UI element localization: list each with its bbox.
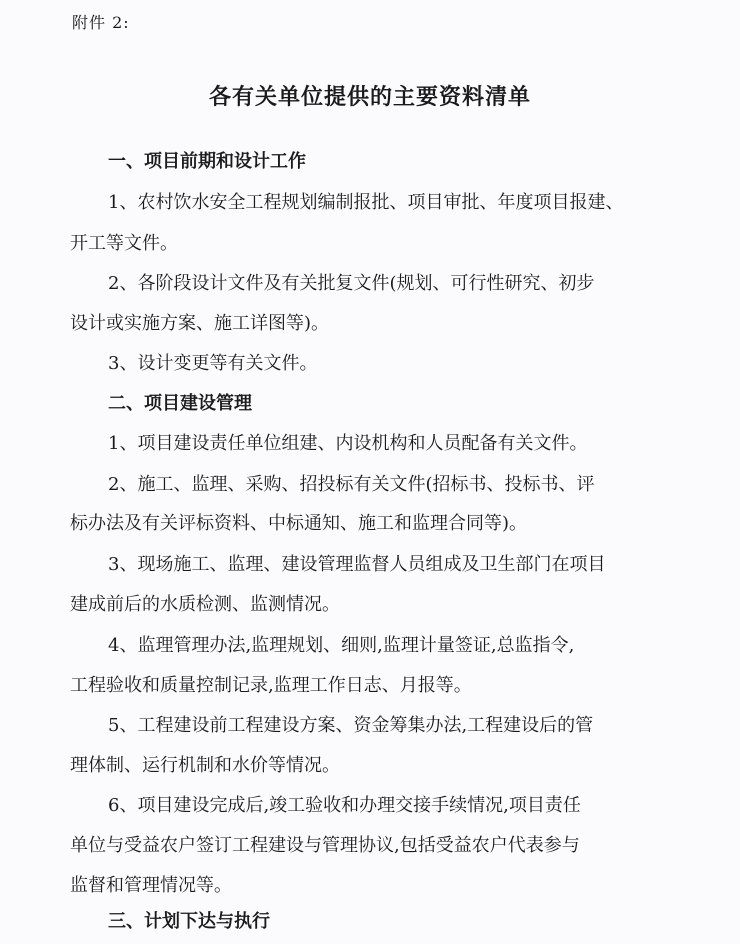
section-heading-1: 一、项目前期和设计工作 <box>108 151 306 172</box>
paragraph-line: 3、设计变更等有关文件。 <box>108 353 318 374</box>
section-heading-3: 三、计划下达与执行 <box>108 911 270 932</box>
paragraph-line: 单位与受益农户签订工程建设与管理协议,包括受益农户代表参与 <box>70 835 580 856</box>
page-title: 各有关单位提供的主要资料清单 <box>208 85 531 110</box>
paragraph-line: 5、工程建设前工程建设方案、资金筹集办法,工程建设后的管 <box>108 715 594 736</box>
paragraph-line: 1、项目建设责任单位组建、内设机构和人员配备有关文件。 <box>108 433 588 454</box>
paragraph-line: 理体制、运行机制和水价等情况。 <box>70 755 340 776</box>
paragraph-line: 1、农村饮水安全工程规划编制报批、项目审批、年度项目报建、 <box>108 192 624 213</box>
paragraph-line: 设计或实施方案、施工详图等)。 <box>70 313 330 334</box>
paragraph-line: 3、现场施工、监理、建设管理监督人员组成及卫生部门在项目 <box>108 554 606 575</box>
paragraph-line: 2、施工、监理、采购、招投标有关文件(招标书、投标书、评 <box>108 474 595 495</box>
paragraph-line: 建成前后的水质检测、监测情况。 <box>70 594 340 615</box>
paragraph-line: 开工等文件。 <box>70 233 178 254</box>
attachment-label: 附件 2: <box>72 13 130 32</box>
paragraph-line: 4、监理管理办法,监理规划、细则,监理计量签证,总监指令, <box>108 635 575 656</box>
paragraph-line: 6、项目建设完成后,竣工验收和办理交接手续情况,项目责任 <box>108 795 581 816</box>
paragraph-line: 工程验收和质量控制记录,监理工作日志、月报等。 <box>70 675 472 696</box>
section-heading-2: 二、项目建设管理 <box>108 393 252 414</box>
paragraph-line: 标办法及有关评标资料、中标通知、施工和监理合同等)。 <box>70 513 528 534</box>
paragraph-line: 监督和管理情况等。 <box>70 875 232 896</box>
paragraph-line: 2、各阶段设计文件及有关批复文件(规划、可行性研究、初步 <box>108 273 595 294</box>
